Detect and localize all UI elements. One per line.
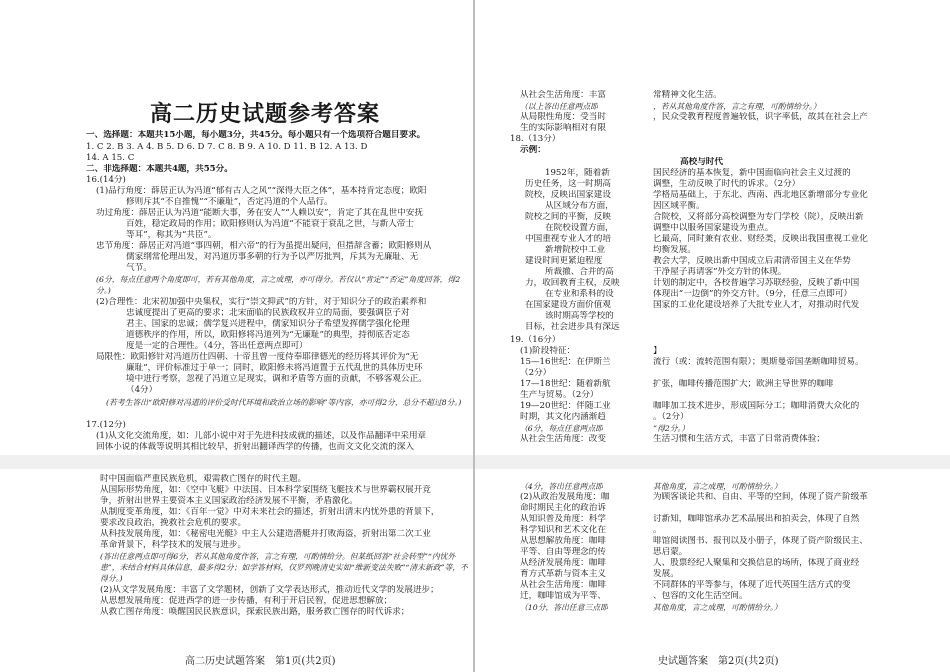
- colB-line: 调整中以服务国家建设为重点。: [653, 223, 774, 233]
- colA-line: 该时期高等学校的: [545, 311, 614, 321]
- q16-line: 等耳”，称其为“共臣”。: [126, 230, 217, 240]
- colA-line: 中国重视专业人才的培: [525, 234, 611, 244]
- colB-line: 】: [653, 346, 662, 356]
- colB-line: 、包容的文化生活空间。: [653, 591, 748, 601]
- colB-line: 讨新知，咖啡馆承办艺术品展出和拍卖会，体现了自然: [653, 514, 860, 524]
- q17-line: 从科技发展角度，如：《秘密电光艇》中主人公建造潜艇并打败海盗，折射出第二次工业: [100, 529, 431, 539]
- answers-line-1: 1. C 2. B 3. A 4. B 5. D 6. D 7. C 8. B 9. A 10. D 11. B 12. A 13. D: [86, 142, 368, 152]
- colB-line: 不同群体的平等参与，体现了近代英国生活方式的变: [653, 580, 851, 590]
- q17-line: (2)从文学发展角度：丰富了文学题材，创新了文学表达形式，推动近代文学的发展进步；: [100, 585, 439, 595]
- colA-line: 育方式革新与资本主义: [520, 569, 606, 579]
- colB-line: 国家的工业化建设培养了大批专业人才，对推动时代发: [653, 300, 860, 310]
- q16-line: (2)合理性：北宋初加强中央集权，实行“崇文抑武”的方针，对于知识分子的政治素养和: [96, 297, 427, 307]
- colB-line: 人、股票经纪人聚集和交换信息的场所，体现了商业经: [653, 558, 860, 568]
- colA-line: 在院校设置方面，: [545, 223, 614, 233]
- colA-line: 生的实际影响相对有限: [520, 123, 606, 133]
- section1-heading: 一、选择题：本题共15小题，每小题3分，共45分。每小题只有一个选项符合题目要求。: [86, 130, 426, 140]
- colB-line: ，若从其他角度作答，言之有理，可酌情给分。）: [653, 102, 821, 111]
- colA-line: 所裁撤、合并的高: [545, 267, 614, 277]
- colA-line: 从社会生活角度：改变: [520, 434, 606, 444]
- colA-line: 从知识普及角度：科学: [520, 514, 606, 524]
- colA-line: 19—20世纪：伴随工业: [520, 401, 611, 411]
- colB-line: 合院校，又将部分高校调整为专门学校（院），反映出新: [653, 212, 864, 222]
- colA-line: 从思想解放角度：咖啡: [520, 536, 606, 546]
- colA-line: 从社会生活角度：咖啡: [520, 580, 606, 590]
- colA-line: (2)从政治发展角度：咖: [520, 492, 610, 502]
- q16-line: 道德秩序的作用，所以，欧阳修将冯道列为“无廉耻”的典型，持彻底否定态: [126, 330, 410, 340]
- colB-line: 学格局基础上，于东北、西南、西北地区新增部分专业化: [653, 190, 868, 200]
- colA-line: (1)阶段特征：: [520, 346, 576, 356]
- colB-line: 因区域平衡。: [653, 201, 705, 211]
- q16-line: 廉耻”，评价标准过于单一；同时，欧阳修未将冯道置于五代乱世的具体历史环: [126, 363, 423, 373]
- colB-line: 。: [653, 525, 662, 535]
- q17-line: (1)从文化交流角度，如：儿部小说中对于先进科技成就的描述，以及作品翻译中采用章: [96, 431, 427, 441]
- q16-line: 局限性：欧阳修针对冯道历仕四朝、十帝且曾一度侍奉耶律德光的经历将其评价为“无: [96, 352, 419, 362]
- colA-line: 从经济发展角度：咖啡: [520, 558, 606, 568]
- answers-line-2: 14. A 15. C: [86, 153, 135, 163]
- colB-line: 教会大学，反映出新中国成立后肃清帝国主义在华势: [653, 256, 851, 266]
- q17-line: 争，折射出世界主要资本主义国家政治经济发展不平衡，矛盾激化。: [100, 496, 358, 506]
- colB-line: 其他角度，言之成理，可酌情给分。）: [653, 482, 782, 491]
- q17-line: 从制度变革角度，如：《百年一觉》中对未来社会的描述，折射出清末内忧外患的背景下，: [100, 507, 440, 517]
- colB-line: 其他角度，言之成理，可酌情给分。）: [653, 603, 782, 612]
- colB-line: 生活习惯和生活方式，丰富了日常消费体验；: [653, 434, 825, 444]
- colA-line: （2分）: [520, 368, 552, 378]
- colB-line: 思启蒙。: [653, 547, 688, 557]
- essay-title: 高校与时代: [680, 157, 723, 167]
- q17-title: 17.(12分): [86, 420, 126, 430]
- colB-line: 。（2分）: [653, 412, 689, 422]
- colA-line: （10分，答出任意三点即: [520, 603, 608, 612]
- colB-line: 流行（或：流转范围有限）；奥斯曼帝国垄断咖啡贸易。: [653, 357, 864, 367]
- document-title: 高二历史试题参考答案: [150, 101, 381, 127]
- colA-line: 从区域分布方面，: [545, 201, 614, 211]
- colA-line: 生产与贸易。（2分）: [520, 390, 599, 400]
- colB-line: 扩张，咖啡传播范围扩大；欧洲主导世界的咖啡: [653, 379, 834, 389]
- q16-line: 忠诚度提出了更高的要求；北宋面临的民族政权并立的局面，要强调臣子对: [126, 308, 410, 318]
- q16-line: 百姓，稳定政局的作用；欧阳修则认为冯道“不能衰于衰乱之世，与新人帝士: [126, 219, 414, 229]
- colA-line: 力，收回教育主权，反映: [525, 278, 620, 288]
- colA-line: 院校，反映出国家建设: [525, 190, 611, 200]
- q19-title: 19.（16分）: [510, 335, 561, 345]
- colA-line: 17—18世纪：随着新航: [520, 379, 611, 389]
- q17-line: 时中国面临严重民族危机，艰需救亡图存的时代主题。: [100, 474, 307, 484]
- colB-line: 计划的制定中，各校普遍学习苏联经验，反映了新中国: [653, 278, 860, 288]
- colB-line: ”得2分。）: [653, 424, 690, 433]
- q16-line: （4分）: [126, 385, 158, 395]
- colA-line: 迁，咖啡馆成为平等、: [520, 591, 606, 601]
- section2-heading: 二、非选择题：本题共4题，共55分。: [86, 164, 233, 174]
- q18-title: 18.（13分）: [510, 134, 561, 144]
- colA-line: （6分，每点任意两点即: [520, 424, 603, 433]
- page-footer: 史试题答案 第2页(共2页): [658, 656, 779, 667]
- colB-line: 干净屋子再请客”外交方针的体现。: [653, 267, 787, 277]
- colA-line: 科学知识和艺术文化在: [520, 525, 606, 535]
- q16-line: 修则斥其“不自推愧”“不廉耻”，否定冯道的个人品行。: [126, 197, 333, 207]
- colB-line: 常精神文化生活。: [653, 90, 722, 100]
- colA-line: 从社会生活角度：丰富: [520, 90, 606, 100]
- colA-line: 15—16世纪：在伊斯兰: [520, 357, 611, 367]
- colA-line: 历史任务，这一时期高: [525, 179, 611, 189]
- q17-line: 从思想发展角度：促进西学的进一步传播，有利于开启民智，促进思想解放；: [100, 596, 393, 606]
- q16-line: 境中进行考察，忽视了冯道立足现实，调和矛盾等方面的贡献，不够客观公正。: [126, 374, 427, 384]
- page-fold-gap: [475, 455, 950, 469]
- q16-line: 气节。: [126, 263, 152, 273]
- q16-scoring-note: (6分，每点任意两个角度即可，若有其他角度，言之成理，亦可得分。若仅认“肯定”“否定”角度回答，得2分。): [96, 275, 461, 295]
- colB-line: 均衡发展。: [653, 245, 696, 255]
- colA-line: 在专业和系科的设: [545, 289, 614, 299]
- q17-line: 从救亡图存角度：唤醒国民民族意识，探索民族出路，服务救亡图存的时代诉求；: [100, 607, 410, 617]
- q16-title: 16.(14分): [86, 175, 126, 185]
- page-fold-gap: [0, 455, 475, 469]
- q17-line: 要求改良政治，挽救社会危机的要求。: [100, 518, 247, 528]
- colA-line: 建设时间更紧迫程度: [525, 256, 603, 266]
- q17-line: 从国际形势角度，如：《空中飞艇》中法国、日本科学家围绕飞艇技术与世界霸权展开竞: [100, 485, 431, 495]
- colB-line: 匕最高，同时兼有农业、财经类，反映出我国重视工业化: [653, 234, 868, 244]
- colA-line: 命时期民主化的政治诉: [520, 503, 606, 513]
- colA-line: 在国家建设方面价值观: [525, 300, 611, 310]
- colB-line: 体现出“一边倒”的外交方针。（9分，任意三点即可）: [653, 289, 853, 299]
- colA-line: 时期，其文化内涵渐趋: [520, 412, 606, 422]
- colB-line: 啡馆阅读图书、报刊以及小册子，体现了资产阶级民主、: [653, 536, 868, 546]
- colB-line: 调整，生动反映了时代的诉求。（2分）: [653, 179, 801, 189]
- q16-line: 儒家纲常伦理出发，对冯道历事多朝的行为予以严厉批判，斥其为无廉耻、无: [126, 252, 419, 262]
- colA-line: 目标，社会进步具有深远: [525, 322, 620, 332]
- q16-line: 功过角度：薛居正认为冯道“能断大事，务在安人”“人赖以安”，肯定了其在乱世中安抚: [96, 208, 423, 218]
- colA-line: 新增院校中工业: [545, 245, 606, 255]
- page-two: [475, 0, 950, 672]
- colA-line: （4分，答出任意两点即: [520, 482, 603, 491]
- colA-line: 1952年，随着新: [545, 168, 610, 178]
- colB-line: 咖啡加工技术进步，形成国际分工；咖啡消费大众化的: [653, 401, 860, 411]
- q18-example: 示例：: [520, 145, 546, 155]
- q16-line: 君主、国家的忠诚；儒学复兴进程中，儒家知识分子希望发挥儒学强化伦理: [126, 319, 410, 329]
- page-footer: 高二历史试题答案 第1页(共2页): [185, 656, 336, 667]
- q16-line: 忠节角度：薛居正对冯道“事四朝，相六帝”的行为虽提出疑问，但措辞含蓄；欧阳修则从: [96, 241, 432, 251]
- colB-line: 为顾客谈论共和、自由、平等的空间，体现了资产阶级革: [653, 492, 868, 502]
- colB-line: 发展。: [653, 569, 679, 579]
- q16-scoring-note: (若考生答出“欧阳修对冯道的评价受时代环境和政治立场的影响”等内容，亦可得2分，总分不超过8分。): [106, 398, 462, 407]
- colA-line: 院校之间的平衡，反映: [525, 212, 611, 222]
- q16-line: 度是一定的合理性。（4分，答出任意两点即可）: [126, 341, 308, 351]
- colA-line: 从局限性角度：受当时: [520, 112, 606, 122]
- q17-line: 革命背景下，科学技术的发展与进步。: [100, 540, 247, 550]
- q16-line: (1)品行角度：薛居正认为冯道“郁有古人之风”“深得大臣之体”，基本持肯定态度；欧阳: [96, 186, 427, 196]
- colB-line: 国民经济的基本恢复，新中国面临向社会主义过渡的: [653, 168, 851, 178]
- q17-line: 回体小说的体裁等说明其相比较早，折射出翻译西学的传播，也而文文化交流的深入: [96, 442, 414, 452]
- colA-line: （以上答出任意两点即: [520, 102, 598, 111]
- q17-scoring-note: (答出任意两点即可得6分，若从其他角度作答，言之有理，可酌情给分。但某纸回答“社会转型”“内忧外患”，未结合材料具体信息，最多得2分；如学答材料，仅罗列晚清史实如“维新变法失败”“清末新政”等，不得分。): [100, 552, 468, 583]
- colB-line: ，民众受教育程度普遍较低，识字率低，故其在社会上产: [653, 112, 868, 122]
- colA-line: 平等、自由等理念的传: [520, 547, 606, 557]
